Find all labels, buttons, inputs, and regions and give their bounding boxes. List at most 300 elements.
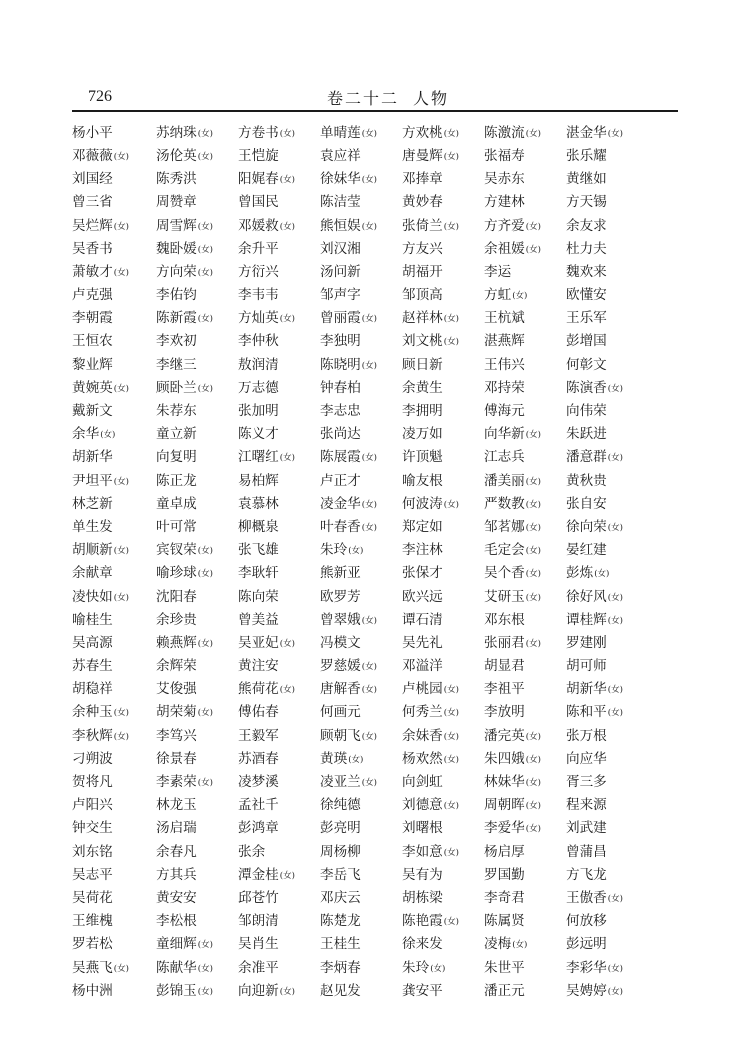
person-name: 余妹香(女) bbox=[402, 727, 459, 744]
person-name: 吴烂辉(女) bbox=[72, 217, 129, 234]
person-name: 陈属贤 bbox=[484, 913, 525, 930]
female-marker: (女) bbox=[197, 569, 213, 580]
female-marker: (女) bbox=[525, 499, 541, 510]
volume-label: 卷二十二 bbox=[326, 89, 399, 108]
person-name: 凌万如 bbox=[402, 426, 443, 443]
female-marker: (女) bbox=[361, 360, 377, 371]
person-name: 杜力夫 bbox=[566, 240, 607, 257]
person-name: 卢正才 bbox=[320, 472, 361, 489]
name-row bbox=[72, 377, 678, 400]
person-name: 王乐军 bbox=[566, 310, 607, 327]
person-name: 余华(女) bbox=[72, 426, 116, 443]
person-name: 叶春香(女) bbox=[320, 518, 377, 535]
person-name: 余友求 bbox=[566, 217, 607, 234]
person-name: 童立新 bbox=[156, 426, 197, 443]
person-name: 张余 bbox=[238, 843, 266, 860]
female-marker: (女) bbox=[113, 731, 129, 742]
female-marker: (女) bbox=[113, 221, 129, 232]
person-name: 汤启瑞 bbox=[156, 820, 197, 837]
female-marker: (女) bbox=[443, 917, 459, 928]
person-name: 余祖媛(女) bbox=[484, 240, 541, 257]
person-name: 陈艳霞(女) bbox=[402, 913, 459, 930]
person-name: 曾丽霞(女) bbox=[320, 310, 377, 327]
person-name: 江曙红(女) bbox=[238, 449, 295, 466]
female-marker: (女) bbox=[525, 476, 541, 487]
person-name: 顾卧兰(女) bbox=[156, 379, 213, 396]
female-marker: (女) bbox=[361, 615, 377, 626]
name-row bbox=[72, 980, 678, 1003]
person-name: 冯模文 bbox=[320, 634, 361, 651]
female-marker: (女) bbox=[279, 685, 295, 696]
person-name: 张福寿 bbox=[484, 147, 525, 164]
person-name: 徐来发 bbox=[402, 936, 443, 953]
person-name: 汤伦英(女) bbox=[156, 147, 213, 164]
person-name: 喻友根 bbox=[402, 472, 443, 489]
female-marker: (女) bbox=[525, 546, 541, 557]
person-name: 方天锡 bbox=[566, 194, 607, 211]
person-name: 周赞章 bbox=[156, 194, 197, 211]
person-name: 熊恒娱(女) bbox=[320, 217, 377, 234]
person-name: 杨启厚 bbox=[484, 843, 525, 860]
female-marker: (女) bbox=[197, 128, 213, 139]
person-name: 潘正元 bbox=[484, 982, 525, 999]
female-marker: (女) bbox=[361, 221, 377, 232]
person-name: 曾国民 bbox=[238, 194, 279, 211]
person-name: 胡栋梁 bbox=[402, 889, 443, 906]
person-name: 林龙玉 bbox=[156, 797, 197, 814]
person-name: 吴个香(女) bbox=[484, 565, 541, 582]
name-row bbox=[72, 308, 678, 331]
female-marker: (女) bbox=[361, 499, 377, 510]
female-marker: (女) bbox=[113, 963, 129, 974]
person-name: 江志兵 bbox=[484, 449, 525, 466]
female-marker: (女) bbox=[525, 128, 541, 139]
person-name: 曾翠娥(女) bbox=[320, 611, 377, 628]
person-name: 宾钗荣(女) bbox=[156, 542, 213, 559]
female-marker: (女) bbox=[443, 801, 459, 812]
person-name: 何彰文 bbox=[566, 356, 607, 373]
person-name: 吴燕飞(女) bbox=[72, 959, 129, 976]
female-marker: (女) bbox=[607, 383, 623, 394]
female-marker: (女) bbox=[113, 267, 129, 278]
person-name: 陈和平(女) bbox=[566, 704, 623, 721]
person-name: 徐纯德 bbox=[320, 797, 361, 814]
person-name: 陈洁莹 bbox=[320, 194, 361, 211]
female-marker: (女) bbox=[607, 893, 623, 904]
person-name: 余献章 bbox=[72, 565, 113, 582]
female-marker: (女) bbox=[361, 778, 377, 789]
person-name: 林妹华(女) bbox=[484, 774, 541, 791]
person-name: 李继三 bbox=[156, 356, 197, 373]
person-name: 阳娓春(女) bbox=[238, 171, 295, 188]
person-name: 李奇君 bbox=[484, 889, 525, 906]
person-name: 邓媛救(女) bbox=[238, 217, 295, 234]
female-marker: (女) bbox=[113, 151, 129, 162]
person-name: 黄秋贵 bbox=[566, 472, 607, 489]
person-name: 罗建刚 bbox=[566, 634, 607, 651]
person-name: 吴肖生 bbox=[238, 936, 279, 953]
female-marker: (女) bbox=[443, 314, 459, 325]
person-name: 谭石清 bbox=[402, 611, 443, 628]
female-marker: (女) bbox=[197, 638, 213, 649]
female-marker: (女) bbox=[197, 383, 213, 394]
person-name: 杨欢然(女) bbox=[402, 750, 459, 767]
person-name: 余黄生 bbox=[402, 379, 443, 396]
person-name: 熊新亚 bbox=[320, 565, 361, 582]
female-marker: (女) bbox=[607, 615, 623, 626]
person-name: 邹茗娜(女) bbox=[484, 518, 541, 535]
person-name: 张倚兰(女) bbox=[402, 217, 459, 234]
person-name: 陈新霞(女) bbox=[156, 310, 213, 327]
person-name: 陈秀洪 bbox=[156, 171, 197, 188]
female-marker: (女) bbox=[512, 940, 528, 951]
name-row bbox=[72, 586, 678, 609]
person-name: 罗慈媛(女) bbox=[320, 658, 377, 675]
person-name: 胥三多 bbox=[566, 774, 607, 791]
name-row bbox=[72, 331, 678, 354]
person-name: 黄婉英(女) bbox=[72, 379, 129, 396]
person-name: 黄安安 bbox=[156, 889, 197, 906]
name-row bbox=[72, 145, 678, 168]
person-name: 何波涛(女) bbox=[402, 495, 459, 512]
person-name: 卢桃园(女) bbox=[402, 681, 459, 698]
person-name: 李注林 bbox=[402, 542, 443, 559]
person-name: 胡顺新(女) bbox=[72, 542, 129, 559]
person-name: 陈演香(女) bbox=[566, 379, 623, 396]
person-name: 黄注安 bbox=[238, 658, 279, 675]
person-name: 李朝霞 bbox=[72, 310, 113, 327]
female-marker: (女) bbox=[607, 128, 623, 139]
person-name: 欧罗芳 bbox=[320, 588, 361, 605]
person-name: 袁应祥 bbox=[320, 147, 361, 164]
person-name: 卢克强 bbox=[72, 287, 113, 304]
person-name: 潘完英(女) bbox=[484, 727, 541, 744]
person-name: 邓庆云 bbox=[320, 889, 361, 906]
name-row bbox=[72, 771, 678, 794]
female-marker: (女) bbox=[279, 870, 295, 881]
person-name: 魏欢来 bbox=[566, 263, 607, 280]
person-name: 魏卧媛(女) bbox=[156, 240, 213, 257]
female-marker: (女) bbox=[525, 522, 541, 533]
person-name: 朱世平 bbox=[484, 959, 525, 976]
female-marker: (女) bbox=[279, 986, 295, 997]
person-name: 余种玉(女) bbox=[72, 704, 129, 721]
person-name: 胡新华(女) bbox=[566, 681, 623, 698]
person-name: 李松根 bbox=[156, 913, 197, 930]
female-marker: (女) bbox=[197, 963, 213, 974]
name-row bbox=[72, 238, 678, 261]
person-name: 邓东根 bbox=[484, 611, 525, 628]
person-name: 徐好风(女) bbox=[566, 588, 623, 605]
name-row bbox=[72, 122, 678, 145]
person-name: 彭亮明 bbox=[320, 820, 361, 837]
person-name: 邹朗清 bbox=[238, 913, 279, 930]
female-marker: (女) bbox=[279, 453, 295, 464]
person-name: 吴赤东 bbox=[484, 171, 525, 188]
person-name: 邓捧章 bbox=[402, 171, 443, 188]
person-name: 欧兴远 bbox=[402, 588, 443, 605]
person-name: 尹坦平(女) bbox=[72, 472, 129, 489]
female-marker: (女) bbox=[197, 221, 213, 232]
person-name: 胡新华 bbox=[72, 449, 113, 466]
person-name: 陈向荣 bbox=[238, 588, 279, 605]
person-name: 刘曙根 bbox=[402, 820, 443, 837]
person-name: 晏红建 bbox=[566, 542, 607, 559]
person-name: 李岳飞 bbox=[320, 866, 361, 883]
person-name: 陈义才 bbox=[238, 426, 279, 443]
person-name: 胡显君 bbox=[484, 658, 525, 675]
person-name: 方衍兴 bbox=[238, 263, 279, 280]
person-name: 凌金华(女) bbox=[320, 495, 377, 512]
person-name: 林芝新 bbox=[72, 495, 113, 512]
name-list bbox=[72, 122, 678, 1003]
female-marker: (女) bbox=[361, 314, 377, 325]
person-name: 余珍贵 bbox=[156, 611, 197, 628]
name-row bbox=[72, 563, 678, 586]
name-row bbox=[72, 400, 678, 423]
person-name: 吴有为 bbox=[402, 866, 443, 883]
female-marker: (女) bbox=[113, 708, 129, 719]
person-name: 陈展霞(女) bbox=[320, 449, 377, 466]
person-name: 吴高源 bbox=[72, 634, 113, 651]
person-name: 方欢桃(女) bbox=[402, 124, 459, 141]
female-marker: (女) bbox=[525, 824, 541, 835]
person-name: 余春凡 bbox=[156, 843, 197, 860]
female-marker: (女) bbox=[443, 499, 459, 510]
person-name: 汤问新 bbox=[320, 263, 361, 280]
person-name: 毛定会(女) bbox=[484, 542, 541, 559]
person-name: 唐曼辉(女) bbox=[402, 147, 459, 164]
female-marker: (女) bbox=[443, 731, 459, 742]
person-name: 童卓成 bbox=[156, 495, 197, 512]
person-name: 潘美丽(女) bbox=[484, 472, 541, 489]
person-name: 凌梅(女) bbox=[484, 936, 528, 953]
female-marker: (女) bbox=[525, 754, 541, 765]
person-name: 张乐耀 bbox=[566, 147, 607, 164]
person-name: 程来源 bbox=[566, 797, 607, 814]
person-name: 吴亚妃(女) bbox=[238, 634, 295, 651]
person-name: 郑定如 bbox=[402, 518, 443, 535]
person-name: 万志德 bbox=[238, 379, 279, 396]
person-name: 单生发 bbox=[72, 518, 113, 535]
header-rule bbox=[72, 110, 678, 112]
person-name: 张飞雄 bbox=[238, 542, 279, 559]
person-name: 王伟兴 bbox=[484, 356, 525, 373]
person-name: 艾研玉(女) bbox=[484, 588, 541, 605]
person-name: 王傲香(女) bbox=[566, 889, 623, 906]
person-name: 杨小平 bbox=[72, 124, 113, 141]
female-marker: (女) bbox=[361, 175, 377, 186]
person-name: 曾三省 bbox=[72, 194, 113, 211]
name-row bbox=[72, 957, 678, 980]
person-name: 向迎新(女) bbox=[238, 982, 295, 999]
person-name: 刘汉湘 bbox=[320, 240, 361, 257]
person-name: 向伟荣 bbox=[566, 403, 607, 420]
person-name: 邓持荣 bbox=[484, 379, 525, 396]
name-row bbox=[72, 423, 678, 446]
person-name: 王毅军 bbox=[238, 727, 279, 744]
name-row bbox=[72, 354, 678, 377]
female-marker: (女) bbox=[443, 337, 459, 348]
person-name: 吴香书 bbox=[72, 240, 113, 257]
person-name: 李笃兴 bbox=[156, 727, 197, 744]
female-marker: (女) bbox=[607, 963, 623, 974]
person-name: 曾美益 bbox=[238, 611, 279, 628]
person-name: 胡可师 bbox=[566, 658, 607, 675]
female-marker: (女) bbox=[361, 128, 377, 139]
person-name: 李独明 bbox=[320, 333, 361, 350]
name-row bbox=[72, 632, 678, 655]
name-row bbox=[72, 841, 678, 864]
name-row bbox=[72, 516, 678, 539]
female-marker: (女) bbox=[279, 128, 295, 139]
person-name: 何放移 bbox=[566, 913, 607, 930]
female-marker: (女) bbox=[525, 569, 541, 580]
female-marker: (女) bbox=[594, 569, 610, 580]
person-name: 潭金桂(女) bbox=[238, 866, 295, 883]
name-row bbox=[72, 864, 678, 887]
person-name: 罗若松 bbox=[72, 936, 113, 953]
female-marker: (女) bbox=[525, 801, 541, 812]
person-name: 柳概泉 bbox=[238, 518, 279, 535]
female-marker: (女) bbox=[279, 221, 295, 232]
person-name: 方飞龙 bbox=[566, 866, 607, 883]
person-name: 王恒农 bbox=[72, 333, 113, 350]
person-name: 彭炼(女) bbox=[566, 565, 610, 582]
female-marker: (女) bbox=[197, 778, 213, 789]
person-name: 李祖平 bbox=[484, 681, 525, 698]
person-name: 戴新文 bbox=[72, 403, 113, 420]
person-name: 喻珍球(女) bbox=[156, 565, 213, 582]
person-name: 向剑虹 bbox=[402, 774, 443, 791]
person-name: 何画元 bbox=[320, 704, 361, 721]
person-name: 罗国勤 bbox=[484, 866, 525, 883]
name-row bbox=[72, 609, 678, 632]
female-marker: (女) bbox=[113, 592, 129, 603]
female-marker: (女) bbox=[443, 151, 459, 162]
person-name: 张丽君(女) bbox=[484, 634, 541, 651]
person-name: 彭锦玉(女) bbox=[156, 982, 213, 999]
person-name: 黄瑛(女) bbox=[320, 750, 364, 767]
person-name: 朱荐东 bbox=[156, 403, 197, 420]
person-name: 刘文桃(女) bbox=[402, 333, 459, 350]
female-marker: (女) bbox=[443, 708, 459, 719]
name-row bbox=[72, 168, 678, 191]
person-name: 贺将凡 bbox=[72, 774, 113, 791]
female-marker: (女) bbox=[525, 221, 541, 232]
person-name: 李韦韦 bbox=[238, 287, 279, 304]
female-marker: (女) bbox=[361, 662, 377, 673]
name-row bbox=[72, 679, 678, 702]
female-marker: (女) bbox=[197, 708, 213, 719]
page-header bbox=[72, 84, 678, 112]
female-marker: (女) bbox=[607, 708, 623, 719]
female-marker: (女) bbox=[607, 453, 623, 464]
person-name: 潘意群(女) bbox=[566, 449, 623, 466]
person-name: 朱玲(女) bbox=[402, 959, 446, 976]
name-row bbox=[72, 192, 678, 215]
person-name: 刘德意(女) bbox=[402, 797, 459, 814]
female-marker: (女) bbox=[430, 963, 446, 974]
person-name: 喻桂生 bbox=[72, 611, 113, 628]
person-name: 方虹(女) bbox=[484, 287, 528, 304]
name-row bbox=[72, 794, 678, 817]
person-name: 方建林 bbox=[484, 194, 525, 211]
person-name: 周杨柳 bbox=[320, 843, 361, 860]
person-name: 何秀兰(女) bbox=[402, 704, 459, 721]
female-marker: (女) bbox=[348, 546, 364, 557]
person-name: 叶可常 bbox=[156, 518, 197, 535]
female-marker: (女) bbox=[525, 430, 541, 441]
person-name: 严数教(女) bbox=[484, 495, 541, 512]
person-name: 向应华 bbox=[566, 750, 607, 767]
person-name: 李如意(女) bbox=[402, 843, 459, 860]
person-name: 张加明 bbox=[238, 403, 279, 420]
running-title bbox=[72, 86, 678, 109]
person-name: 黄妙春 bbox=[402, 194, 443, 211]
person-name: 陈正龙 bbox=[156, 472, 197, 489]
person-name: 赵见发 bbox=[320, 982, 361, 999]
person-name: 湛燕辉 bbox=[484, 333, 525, 350]
person-name: 李耿轩 bbox=[238, 565, 279, 582]
person-name: 曾蒲昌 bbox=[566, 843, 607, 860]
female-marker: (女) bbox=[607, 522, 623, 533]
person-name: 李运 bbox=[484, 263, 512, 280]
page-number: 726 bbox=[88, 88, 112, 105]
person-name: 杨中洲 bbox=[72, 982, 113, 999]
person-name: 傅佑春 bbox=[238, 704, 279, 721]
person-name: 吴志平 bbox=[72, 866, 113, 883]
name-row bbox=[72, 725, 678, 748]
person-name: 胡福开 bbox=[402, 263, 443, 280]
person-name: 方卷书(女) bbox=[238, 124, 295, 141]
person-name: 陈激流(女) bbox=[484, 124, 541, 141]
person-name: 朱玲(女) bbox=[320, 542, 364, 559]
female-marker: (女) bbox=[525, 592, 541, 603]
name-row bbox=[72, 215, 678, 238]
name-row bbox=[72, 910, 678, 933]
person-name: 邹声字 bbox=[320, 287, 361, 304]
person-name: 欧懂安 bbox=[566, 287, 607, 304]
name-row bbox=[72, 748, 678, 771]
name-row bbox=[72, 887, 678, 910]
person-name: 苏春生 bbox=[72, 658, 113, 675]
person-name: 方向荣(女) bbox=[156, 263, 213, 280]
female-marker: (女) bbox=[525, 731, 541, 742]
person-name: 吴荷花 bbox=[72, 889, 113, 906]
person-name: 龚安平 bbox=[402, 982, 443, 999]
female-marker: (女) bbox=[197, 940, 213, 951]
person-name: 陈楚龙 bbox=[320, 913, 361, 930]
person-name: 苏纳珠(女) bbox=[156, 124, 213, 141]
female-marker: (女) bbox=[279, 175, 295, 186]
name-row bbox=[72, 447, 678, 470]
person-name: 方灿英(女) bbox=[238, 310, 295, 327]
person-name: 李秋辉(女) bbox=[72, 727, 129, 744]
person-name: 顾日新 bbox=[402, 356, 443, 373]
person-name: 傅海元 bbox=[484, 403, 525, 420]
person-name: 王杭斌 bbox=[484, 310, 525, 327]
female-marker: (女) bbox=[361, 453, 377, 464]
female-marker: (女) bbox=[443, 221, 459, 232]
person-name: 方友兴 bbox=[402, 240, 443, 257]
female-marker: (女) bbox=[525, 778, 541, 789]
person-name: 朱跃进 bbox=[566, 426, 607, 443]
female-marker: (女) bbox=[607, 986, 623, 997]
female-marker: (女) bbox=[361, 731, 377, 742]
person-name: 凌亚兰(女) bbox=[320, 774, 377, 791]
person-name: 敖润清 bbox=[238, 356, 279, 373]
